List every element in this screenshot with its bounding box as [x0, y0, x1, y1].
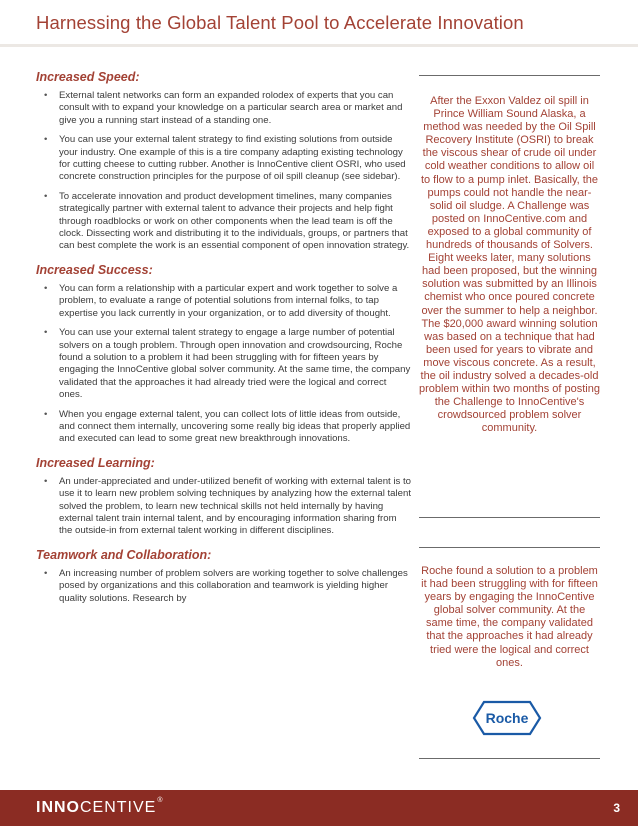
innocentive-logo — [36, 799, 164, 817]
list-item: • An under-appreciated and under-utilized benefit of working with external talent is to use it to learn new problem solving techniques by analyzing how the external talent solved the problem, to learn new technical skills not held internally by having external talent train internal talent, and by encouraging information sharing from the outside-in from external talent working in different disciplines. — [36, 476, 412, 538]
success-list — [36, 283, 412, 446]
sidebar-divider — [419, 547, 600, 548]
registered-mark: ® — [157, 797, 164, 804]
header-divider — [0, 44, 638, 47]
main-column — [36, 70, 412, 612]
teamwork-list — [36, 568, 412, 605]
section-heading-teamwork: Teamwork and Collaboration: — [36, 547, 212, 562]
sidebar-divider — [419, 75, 600, 76]
page-title: Harnessing the Global Talent Pool to Accelerate Innovation — [36, 12, 524, 33]
section-heading-speed: Increased Speed: — [36, 70, 140, 84]
section-heading-success: Increased Success: — [36, 262, 153, 277]
sidebar-divider — [419, 517, 600, 518]
list-item: • You can use your external talent strategy to engage a large number of potential solvers on a tough problem. Through open innovation and crowdsourcing, Roche found a solution to a problem it had been struggling with for fifteen years by engaging the InnoCentive global solver community. At the same time, the company validated that the approaches it had already tried were the logical and correct ones. — [36, 327, 412, 401]
list-item: • An increasing number of problem solvers are working together to solve challenges posed by organizations and this collaboration and teamwork is yielding higher quality solutions. Research by — [36, 568, 412, 605]
footer-bar — [0, 790, 638, 826]
page-number: 3 — [613, 801, 620, 815]
list-item: • When you engage external talent, you can collect lots of little ideas from outside, and connect them internally, uncovering some really big ideas that properly applied and executed can lead to some great new breakthrough innovations. — [36, 409, 412, 446]
sidebar-osri-story: After the Exxon Valdez oil spill in Prince William Sound Alaska, a method was needed by the Oil Spill Recovery Institute (OSRI) to break the viscous shear of crude oil under cold weather conditions to allow oil to flow to a pump inlet. Basically, the pumps could not handle the near-solid oil sludge. A Challenge was posted on InnoCentive.com and exposed to a global community of hundreds of thousands of Solvers. Eight weeks later, many solutions had been proposed, but the winning solution was submitted by an Illinois chemist who once poured concrete over the summer to help a neighbor. The $20,000 award winning solution was based on a technique that had been used for years to vibrate and move viscous concrete. As a result, the oil industry solved a decades-old problem within two months of posting the Challenge to InnoCentive's crowdsourced problem solver community. — [419, 95, 600, 435]
speed-list — [36, 90, 412, 253]
list-item: • To accelerate innovation and product development timelines, many companies strategically partner with external talent to advance their projects and help fight through roadblocks or work on other components when the lead team is off the clock. Dissecting work and distributing it to the individuals, groups, or partners that can best complete the work is an essential component of open innovation strategy. — [36, 191, 412, 253]
sidebar-divider — [419, 758, 600, 759]
brand-light: CENTIVE — [80, 799, 157, 816]
roche-logo-text: Roche — [485, 710, 529, 726]
list-item: • External talent networks can form an expanded rolodex of experts that you can consult with to expand your knowledge on a particular search area or market and give you a running start instead of a standing one. — [36, 90, 412, 127]
sidebar-roche-story: Roche found a solution to a problem it had been struggling with for fifteen years by engaging the InnoCentive global solver community. At the same time, the company validated that the approaches it had already tried were the logical and correct ones. — [421, 565, 598, 669]
list-item: • You can use your external talent strategy to find existing solutions from outside your industry. One example of this is a tire company adapting existing technology for cutting cheese to cutting rubber. Another is InnoCentive client OSRI, who used concrete construction principles for the purpose of oil spill cleanup (see sidebar). — [36, 134, 412, 184]
section-heading-learning: Increased Learning: — [36, 455, 155, 470]
list-item: • You can form a relationship with a particular expert and work together to solve a problem, to evaluate a range of potential solutions from internal folks, to tap expertise you lack currently in your organization, or to add diversity of thought. — [36, 283, 412, 320]
brand-bold: INNO — [36, 799, 80, 816]
roche-logo — [472, 700, 542, 736]
learning-list — [36, 476, 412, 538]
